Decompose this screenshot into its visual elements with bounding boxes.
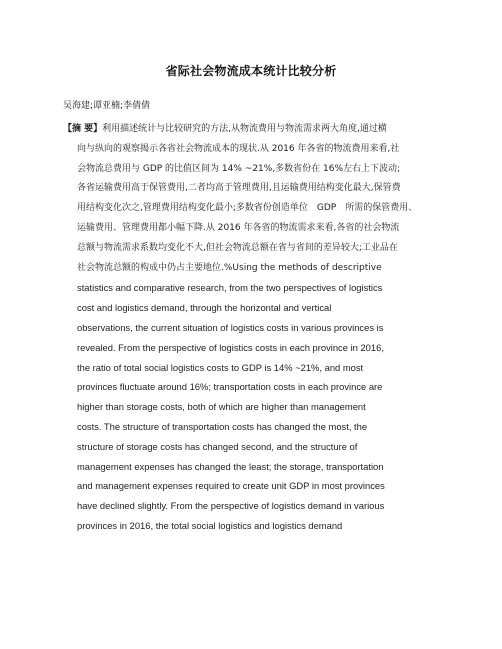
abstract-line: 会物流总费用与 GDP 的比值区间为 14% ~21%,多数省份在 16%左右上下波动; <box>77 163 401 174</box>
abstract-line: management expenses has changed the least; the storage, transportation <box>77 460 384 472</box>
abstract-label: 【摘 要】 <box>63 124 103 134</box>
author-list: 吴海建;谭亚楠;李倩倩 <box>63 101 151 111</box>
abstract-line: 各省运输费用高于保管费用,二者均高于管理费用,且运输费用结构变化最大,保管费 <box>77 183 401 194</box>
abstract-line: the ratio of total social logistics costs to GDP is 14% ~21%, and most <box>77 361 364 373</box>
abstract-line-text: 利用描述统计与比较研究的方法,从物流费用与物流需求两大角度,通过横 <box>102 124 387 134</box>
abstract-line: cost and logistics demand, through the horizontal and vertical <box>77 302 332 314</box>
abstract-line: provinces fluctuate around 16%; transportation costs in each province are <box>77 381 383 393</box>
abstract-line <box>63 120 441 140</box>
document-title: 省际社会物流成本统计比较分析 <box>165 64 337 78</box>
abstract-line: structure of storage costs has changed second, and the structure of <box>77 440 358 452</box>
abstract-line: higher than storage costs, both of which are higher than management <box>77 401 366 413</box>
abstract-line: provinces in 2016, the total social logistics and logistics demand <box>77 519 343 531</box>
abstract-line: have declined slightly. From the perspective of logistics demand in various <box>77 500 385 512</box>
abstract-line: 社会物流总额的构成中仍占主要地位.%Using the methods of descriptive <box>77 262 382 273</box>
abstract-line: 向与纵向的观察揭示各省社会物流成本的现状.从 2016 年各省的物流费用来看,社 <box>77 143 400 154</box>
abstract-body <box>63 120 441 536</box>
abstract-line: 用结构变化次之,管理费用结构变化最小;多数省份创造单位 GDP 所需的保管费用、 <box>77 203 418 214</box>
abstract-line: observations, the current situation of logistics costs in various provinces is <box>77 321 384 333</box>
abstract-line: revealed. From the perspective of logistics costs in each province in 2016, <box>77 341 384 353</box>
abstract-line: statistics and comparative research, from the two perspectives of logistics <box>77 282 383 294</box>
abstract-line: 运输费用、管理费用都小幅下降.从 2016 年各省的物流需求来看,各省的社会物流 <box>77 222 400 233</box>
abstract-line: costs. The structure of transportation costs has changed the most, the <box>77 420 368 432</box>
abstract-line: and management expenses required to create unit GDP in most provinces <box>77 480 385 492</box>
abstract-line: 总额与物流需求系数均变化不大,但社会物流总额在省与省间的差异较大;工业品在 <box>77 242 398 253</box>
